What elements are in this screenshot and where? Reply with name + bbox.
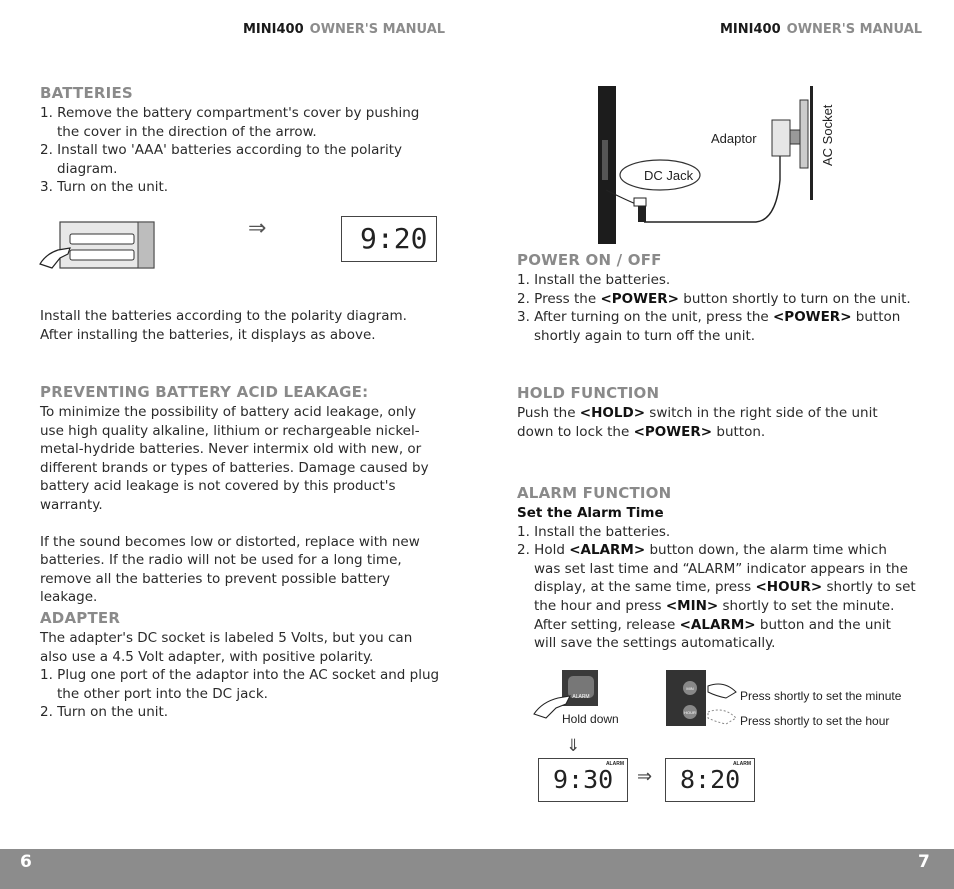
batteries-note-2: After installing the batteries, it displays as above.: [40, 326, 376, 343]
hold-section: [517, 384, 917, 441]
hold-down-label: Hold down: [562, 712, 619, 726]
power-button-ref: <POWER>: [773, 309, 852, 326]
right-arrow-icon: ⇒: [248, 216, 267, 241]
right-page-header: [720, 22, 922, 37]
adapter-step-1: 1. Plug one port of the adaptor into the AC socket and plug the other port into the DC jack.: [40, 667, 440, 702]
batteries-step-2: 2. Install two 'AAA' batteries according to the polarity diagram.: [40, 142, 402, 177]
batteries-note-1: Install the batteries according to the polarity diagram.: [40, 308, 407, 324]
lcd-display: [341, 216, 437, 262]
header-model: MINI400: [720, 22, 781, 37]
batteries-heading: BATTERIES: [40, 84, 133, 102]
leakage-section: [40, 383, 440, 607]
alarm-step-2: 2. Hold <ALARM> button down, the alarm time which was set last time and “ALARM” indicator appears in the display, at the same time, press <HOUR> shortly to set the hour and press <MIN> shortly to set the minute. After setting, release <ALARM> button and the unit will save the settings automatically.: [517, 542, 916, 652]
hour-instruction-label: Press shortly to set the hour: [740, 714, 890, 728]
alarm-lcd-display-1: [538, 758, 628, 802]
alarm-button-illustration: [532, 668, 632, 730]
header-title: OWNER'S MANUAL: [309, 22, 446, 37]
dc-jack-label: DC Jack: [644, 168, 694, 183]
alarm-indicator: ALARM: [605, 761, 624, 767]
batteries-step-1: 1. Remove the battery compartment's cover by pushing the cover in the direction of the arrow.: [40, 105, 420, 140]
alarm-subheading: Set the Alarm Time: [517, 505, 664, 521]
power-button-ref: <POWER>: [600, 290, 679, 307]
right-page-number: 7: [918, 852, 930, 872]
header-title: OWNER'S MANUAL: [786, 22, 923, 37]
batteries-note: [40, 307, 460, 344]
alarm-button-label: ALARM: [572, 694, 590, 700]
adaptor-label: Adaptor: [711, 131, 757, 146]
alarm-heading: ALARM FUNCTION: [517, 484, 672, 502]
battery-compartment-illustration: [38, 220, 158, 272]
batteries-section: [40, 84, 440, 197]
adapter-para: The adapter's DC socket is labeled 5 Volts, but you can also use a 4.5 Volt adapter, with positive polarity.: [40, 630, 413, 665]
power-step-2: 2. Press the <POWER> button shortly to turn on the unit.: [517, 290, 911, 307]
power-step-1: 1. Install the batteries.: [517, 272, 671, 288]
hour-min-buttons-illustration: [664, 668, 918, 730]
ac-socket-label: AC Socket: [820, 104, 835, 166]
power-step-3: 3. After turning on the unit, press the <POWER> button shortly again to turn off the unit.: [517, 309, 901, 344]
left-page-header: [243, 22, 445, 37]
hold-para: Push the <HOLD> switch in the right side of the unit down to lock the <POWER> button.: [517, 405, 878, 440]
lcd-time: 9:30: [553, 765, 614, 794]
hour-button-label: HOUR: [684, 710, 696, 715]
alarm-indicator: ALARM: [732, 761, 751, 767]
left-page-number: 6: [20, 852, 32, 872]
adapter-step-2: 2. Turn on the unit.: [40, 704, 169, 721]
alarm-section: [517, 484, 917, 653]
alarm-lcd-display-2: [665, 758, 755, 802]
adapter-heading: ADAPTER: [40, 609, 121, 627]
lcd-time: 8:20: [680, 765, 741, 794]
power-section: [517, 251, 917, 345]
right-arrow-icon: ⇒: [637, 766, 653, 787]
min-instruction-label: Press shortly to set the minute: [740, 689, 902, 703]
power-heading: POWER ON / OFF: [517, 251, 662, 269]
leakage-heading: PREVENTING BATTERY ACID LEAKAGE:: [40, 383, 369, 401]
min-button-label: MIN: [686, 686, 694, 691]
leakage-para-2: If the sound becomes low or distorted, replace with new batteries. If the radio will not be used for a long time, remove all the batteries to prevent possible battery leakage.: [40, 533, 420, 606]
alarm-step-1: 1. Install the batteries.: [517, 523, 671, 540]
adapter-section: [40, 609, 440, 722]
footer-bar: [0, 849, 954, 889]
down-arrow-icon: ⇓: [566, 736, 581, 756]
adaptor-connection-diagram: [596, 80, 842, 248]
leakage-para-1: To minimize the possibility of battery acid leakage, only use high quality alkaline, lithium or rechargeable nickel-metal-hydride batteries. Never intermix old with new, or different brands or types of batteries. Damage caused by battery acid leakage is not covered by this product's warranty.: [40, 404, 429, 513]
header-model: MINI400: [243, 22, 304, 37]
hold-heading: HOLD FUNCTION: [517, 384, 660, 402]
lcd-time: 9:20: [360, 222, 428, 255]
batteries-step-3: 3. Turn on the unit.: [40, 179, 169, 196]
